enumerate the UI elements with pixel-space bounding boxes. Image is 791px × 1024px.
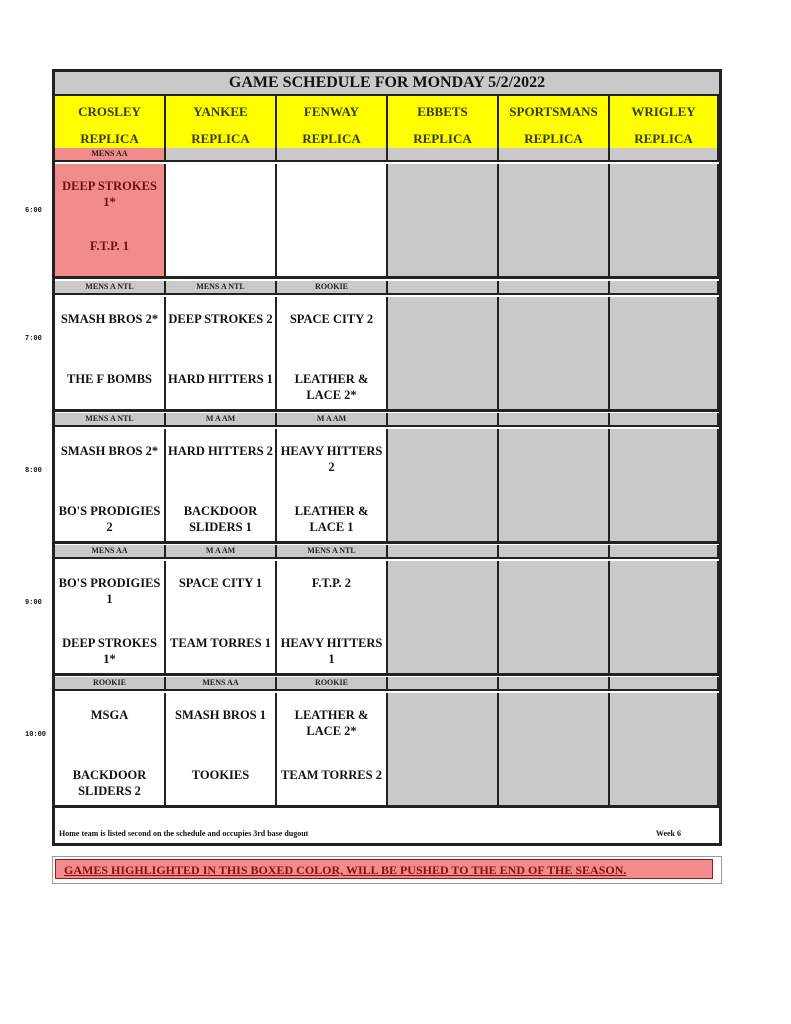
division-label [499,413,610,427]
team-away: DEEP STROKES 1* [62,179,157,209]
division-label [610,281,719,295]
game-cell [277,297,388,412]
division-label [388,281,499,295]
footer-week: Week 6 [655,829,681,838]
time-label: 7:00 [25,335,42,343]
field-subtitle: REPLICA [80,131,139,146]
schedule-footer [55,825,719,843]
team-home: LEATHER & LACE 2* [294,372,369,402]
division-label: MENS A NTL [277,545,388,559]
empty-field-cell [610,561,719,676]
empty-field-cell [388,561,499,676]
team-away: LEATHER & LACE 2* [294,708,369,738]
team-away: SPACE CITY 2 [289,312,374,326]
division-label: M A AM [166,413,277,427]
notice-text: GAMES HIGHLIGHTED IN THIS BOXED COLOR, WILL BE PUSHED TO THE END OF THE SEASON. [55,859,713,879]
empty-field-cell [499,164,610,279]
game-cell [166,693,277,808]
game-cell [277,164,388,279]
division-label [388,148,499,162]
division-label [610,545,719,559]
division-label [610,677,719,691]
empty-field-cell [499,561,610,676]
game-cell [55,297,166,412]
team-home: BACKDOOR SLIDERS 2 [72,768,147,798]
team-away: SMASH BROS 1 [175,708,266,722]
team-home: HEAVY HITTERS 1 [280,636,383,666]
field-subtitle: REPLICA [524,131,583,146]
field-name: CROSLEY [78,104,141,119]
schedule-title: GAME SCHEDULE FOR MONDAY 5/2/2022 [55,72,719,96]
team-away: BO'S PRODIGIES 1 [58,576,161,606]
empty-field-cell [499,297,610,412]
team-away: HEAVY HITTERS 2 [280,444,383,474]
game-cell [166,561,277,676]
team-away: MSGA [90,708,129,722]
division-label [499,281,610,295]
division-label: MENS AA [55,148,166,162]
notice-box [52,856,722,884]
empty-field-cell [388,429,499,544]
division-label [388,545,499,559]
game-cell [277,429,388,544]
division-label [499,677,610,691]
division-label [610,413,719,427]
game-cell [166,164,277,279]
team-away: F.T.P. 2 [311,576,352,590]
division-label: MENS AA [55,545,166,559]
division-label [277,148,388,162]
division-label: ROOKIE [55,677,166,691]
empty-field-cell [499,693,610,808]
team-away: HARD HITTERS 2 [168,444,273,458]
time-label: 9:00 [25,599,42,607]
empty-field-cell [388,693,499,808]
division-label: MENS AA [166,677,277,691]
team-away: SMASH BROS 2* [60,444,159,458]
footer-note: Home team is listed second on the schedule and occupies 3rd base dugout [59,829,309,838]
division-label: ROOKIE [277,281,388,295]
team-home: DEEP STROKES 1* [62,636,157,666]
division-label: ROOKIE [277,677,388,691]
team-home: TEAM TORRES 1 [170,636,271,650]
time-label: 6:00 [25,207,42,215]
game-cell [166,429,277,544]
game-cell [277,693,388,808]
field-subtitle: REPLICA [191,131,250,146]
field-subtitle: REPLICA [302,131,361,146]
game-cell [55,164,166,279]
game-cell [55,429,166,544]
division-label [499,545,610,559]
empty-field-cell [388,297,499,412]
empty-field-cell [610,297,719,412]
team-home: THE F BOMBS [67,372,152,386]
team-home: LEATHER & LACE 1 [294,504,369,534]
division-label [388,413,499,427]
empty-field-cell [388,164,499,279]
team-away: DEEP STROKES 2 [168,312,273,326]
division-label: MENS A NTL [55,281,166,295]
field-subtitle: REPLICA [413,131,472,146]
empty-field-cell [499,429,610,544]
division-label: M A AM [166,545,277,559]
team-home: HARD HITTERS 1 [168,372,273,386]
division-label [388,677,499,691]
empty-field-cell [610,693,719,808]
division-label: M A AM [277,413,388,427]
time-label: 10:00 [25,731,47,739]
division-label [166,148,277,162]
team-home: BO'S PRODIGIES 2 [58,504,161,534]
field-name: SPORTSMANS [509,104,598,119]
division-label: MENS A NTL [55,413,166,427]
field-name: FENWAY [303,104,360,119]
team-home: F.T.P. 1 [89,239,130,253]
time-label: 8:00 [25,467,42,475]
division-label: MENS A NTL [166,281,277,295]
game-cell [277,561,388,676]
empty-field-cell [610,164,719,279]
team-home: BACKDOOR SLIDERS 1 [183,504,258,534]
division-label [610,148,719,162]
field-name: YANKEE [193,104,248,119]
team-home: TEAM TORRES 2 [281,768,382,782]
empty-field-cell [610,429,719,544]
game-cell [55,693,166,808]
game-cell [55,561,166,676]
team-home: TOOKIES [191,768,250,782]
game-cell [166,297,277,412]
field-subtitle: REPLICA [634,131,693,146]
schedule-table [52,69,722,846]
field-name: EBBETS [417,104,468,119]
team-away: SMASH BROS 2* [60,312,159,326]
division-label [499,148,610,162]
field-name: WRIGLEY [631,104,696,119]
team-away: SPACE CITY 1 [178,576,263,590]
